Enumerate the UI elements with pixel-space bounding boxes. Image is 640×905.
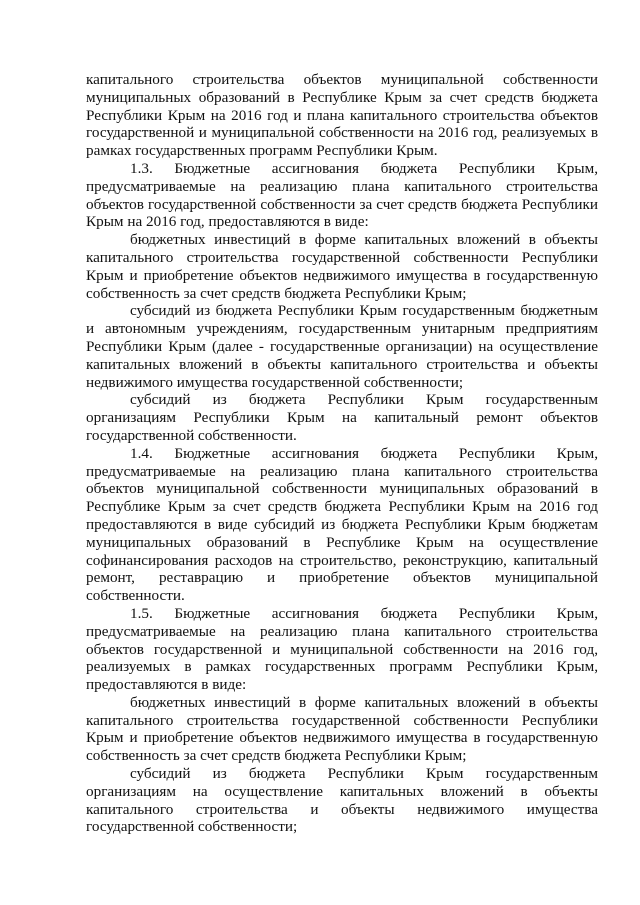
paragraph-1-4: 1.4. Бюджетные ассигнования бюджета Республики Крым, предусматриваемые на реализацию плана капитального строительства объектов муниципальной собственности муниципальных образований в Республике Крым за счет средств бюджета Республики Крым на 2016 год предоставляются в виде субсидий из бюджета Республики Крым бюджетам муниципальных образований в Республике Крым на осуществление софинансирования расходов на строительство, реконструкцию, капитальный ремонт, реставрацию и приобретение объектов муниципальной собственности. xyxy=(86,444,598,605)
paragraph-1-5-subsidies: субсидий из бюджета Республики Крым государственным организациям на осуществление капитальных вложений в объекты капитального строительства и объекты недвижимого имущества государственной собственности; xyxy=(86,765,598,836)
document-page xyxy=(86,71,598,836)
paragraph-1-3-subsidies-repair: субсидий из бюджета Республики Крым государственным организациям Республики Крым на капитальный ремонт объектов государственной собственности. xyxy=(86,391,598,444)
paragraph-1-5: 1.5. Бюджетные ассигнования бюджета Республики Крым, предусматриваемые на реализацию плана капитального строительства объектов государственной и муниципальной собственности на 2016 год, реализуемых в рамках государственных программ Республики Крым, предоставляются в виде: xyxy=(86,604,598,694)
paragraph-1-3-investments: бюджетных инвестиций в форме капитальных вложений в объекты капитального строительства государственной собственности Республики Крым и приобретение объектов недвижимого имущества в государственную собственность за счет средств бюджета Республики Крым; xyxy=(86,231,598,302)
paragraph-continuation: капитального строительства объектов муниципальной собственности муниципальных образований в Республике Крым за счет средств бюджета Республики Крым на 2016 год и плана капитального строительства объектов государственной и муниципальной собственности на 2016 год, реализуемых в рамках государственных программ Республики Крым. xyxy=(86,71,598,160)
paragraph-1-5-investments: бюджетных инвестиций в форме капитальных вложений в объекты капитального строительства государственной собственности Республики Крым и приобретение объектов недвижимого имущества в государственную собственность за счет средств бюджета Республики Крым; xyxy=(86,693,598,765)
paragraph-1-3: 1.3. Бюджетные ассигнования бюджета Республики Крым, предусматриваемые на реализацию плана капитального строительства объектов государственной собственности за счет средств бюджета Республики Крым на 2016 год, предоставляются в виде: xyxy=(86,159,598,231)
paragraph-1-3-subsidies-capital: субсидий из бюджета Республики Крым государственным бюджетным и автономным учреждениям, государственным унитарным предприятиям Республики Крым (далее - государственные организации) на осуществление капитальных вложений в объекты капитального строительства и объекты недвижимого имущества государственной собственности; xyxy=(86,302,598,391)
